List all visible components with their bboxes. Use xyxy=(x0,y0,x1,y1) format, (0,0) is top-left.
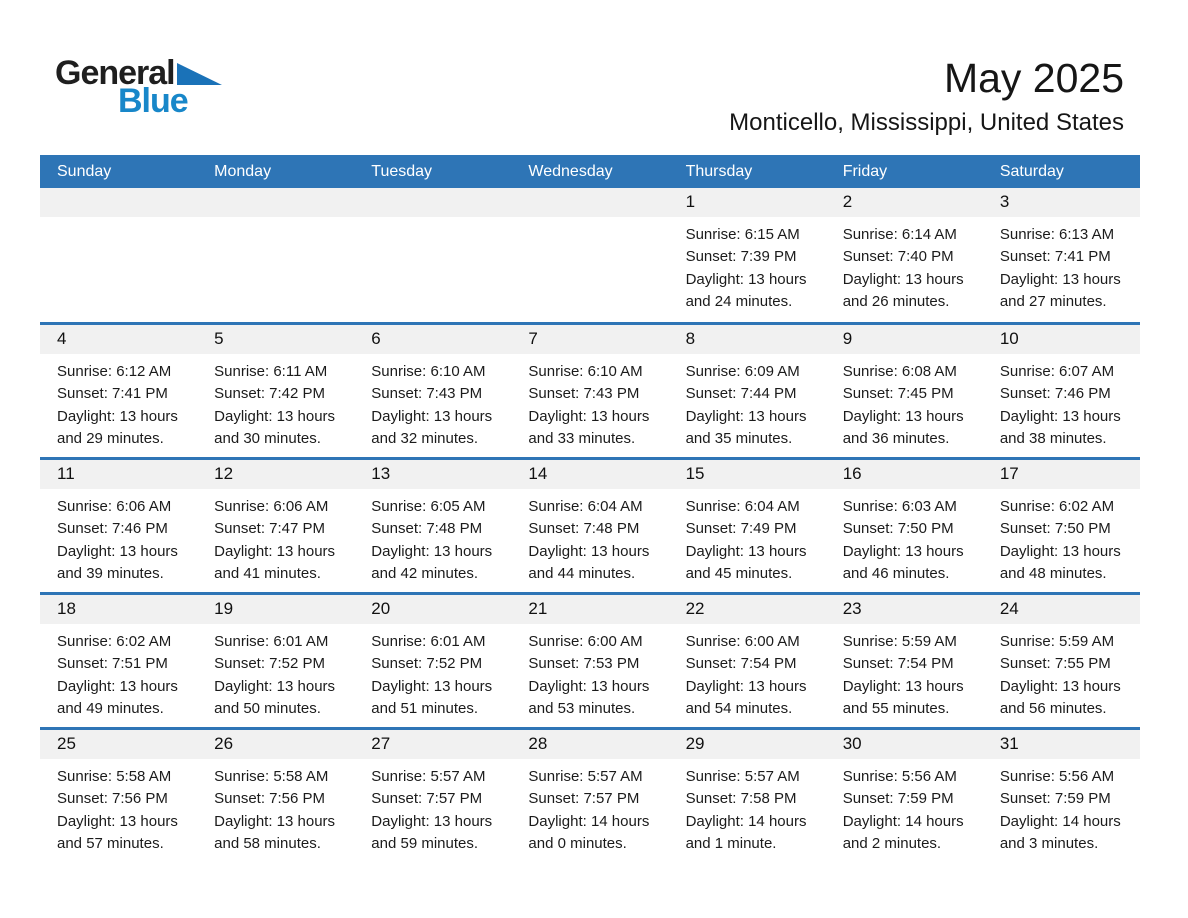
sunset-line: Sunset: 7:50 PM xyxy=(999,520,1111,538)
sunrise-line: Sunrise: 6:04 AM xyxy=(685,498,800,515)
empty-day-number xyxy=(511,188,668,217)
sunrise-line: Sunrise: 6:00 AM xyxy=(685,633,800,650)
day-number: 12 xyxy=(214,464,234,483)
day-number: 22 xyxy=(685,599,705,618)
day-number: 4 xyxy=(57,329,67,348)
weekday-header-wednesday: Wednesday xyxy=(528,162,613,180)
daylight-line-1: Daylight: 13 hours xyxy=(528,407,650,425)
sunrise-line: Sunrise: 5:58 AM xyxy=(214,768,329,785)
day-cell xyxy=(983,624,1140,721)
day-cell xyxy=(354,354,511,451)
daylight-line-2: and 51 minutes. xyxy=(371,700,479,718)
empty-day-cell xyxy=(354,217,511,314)
day-cell xyxy=(511,354,668,451)
daylight-line-2: and 33 minutes. xyxy=(528,430,636,448)
weekday-header-bar xyxy=(40,155,1140,188)
title-block xyxy=(729,57,1140,137)
daylight-line-1: Daylight: 13 hours xyxy=(214,407,336,425)
empty-day-number xyxy=(40,188,197,217)
daylight-line-2: and 50 minutes. xyxy=(214,700,321,718)
day-number: 15 xyxy=(685,464,705,483)
day-cell xyxy=(826,217,983,314)
daylight-line-2: and 45 minutes. xyxy=(685,565,793,583)
daylight-line-2: and 39 minutes. xyxy=(57,565,164,583)
daylight-line-2: and 49 minutes. xyxy=(57,700,164,718)
day-cell xyxy=(511,624,668,721)
calendar-grid xyxy=(40,188,1140,862)
day-cell xyxy=(983,354,1140,451)
sunset-line: Sunset: 7:58 PM xyxy=(685,790,797,808)
day-cell xyxy=(983,759,1140,856)
sunrise-line: Sunrise: 6:06 AM xyxy=(214,498,329,515)
daylight-line-1: Daylight: 13 hours xyxy=(842,542,964,560)
sunset-line: Sunset: 7:55 PM xyxy=(999,655,1111,673)
sunset-line: Sunset: 7:44 PM xyxy=(685,385,797,403)
sunrise-line: Sunrise: 6:09 AM xyxy=(685,363,800,380)
day-cell xyxy=(826,759,983,856)
sunrise-line: Sunrise: 5:59 AM xyxy=(999,633,1115,650)
daylight-line-2: and 42 minutes. xyxy=(371,565,479,583)
day-number: 30 xyxy=(842,734,862,753)
daylight-line-2: and 44 minutes. xyxy=(528,565,636,583)
day-number: 6 xyxy=(371,329,381,348)
daylight-line-2: and 57 minutes. xyxy=(57,835,164,853)
sunset-line: Sunset: 7:56 PM xyxy=(57,790,168,808)
day-cell xyxy=(826,489,983,586)
daylight-line-1: Daylight: 13 hours xyxy=(57,812,178,830)
sunrise-line: Sunrise: 6:01 AM xyxy=(371,633,486,650)
sunrise-line: Sunrise: 6:10 AM xyxy=(371,363,486,380)
sunset-line: Sunset: 7:56 PM xyxy=(214,790,326,808)
sunset-line: Sunset: 7:57 PM xyxy=(528,790,640,808)
daylight-line-1: Daylight: 13 hours xyxy=(371,812,493,830)
day-number: 10 xyxy=(999,329,1019,348)
daylight-line-1: Daylight: 13 hours xyxy=(999,542,1121,560)
daylight-line-1: Daylight: 13 hours xyxy=(528,677,650,695)
day-number-band xyxy=(40,595,1140,624)
week-row xyxy=(40,592,1140,727)
general-blue-logo xyxy=(55,56,222,118)
day-cell xyxy=(354,759,511,856)
weekday-header-tuesday: Tuesday xyxy=(371,162,433,180)
day-cell xyxy=(826,354,983,451)
daylight-line-2: and 2 minutes. xyxy=(842,835,942,853)
sunset-line: Sunset: 7:42 PM xyxy=(214,385,326,403)
empty-day-cell xyxy=(511,217,668,314)
daylight-line-1: Daylight: 13 hours xyxy=(685,407,807,425)
sunset-line: Sunset: 7:52 PM xyxy=(214,655,326,673)
daylight-line-1: Daylight: 13 hours xyxy=(842,270,964,288)
week-body xyxy=(40,759,1140,856)
sunset-line: Sunset: 7:45 PM xyxy=(842,385,954,403)
daylight-line-2: and 48 minutes. xyxy=(999,565,1107,583)
sunrise-line: Sunrise: 6:04 AM xyxy=(528,498,643,515)
daylight-line-2: and 59 minutes. xyxy=(371,835,479,853)
day-cell xyxy=(669,759,826,856)
daylight-line-2: and 56 minutes. xyxy=(999,700,1107,718)
daylight-line-1: Daylight: 14 hours xyxy=(528,812,650,830)
day-cell xyxy=(511,759,668,856)
day-number-band xyxy=(40,460,1140,489)
sunset-line: Sunset: 7:47 PM xyxy=(214,520,326,538)
day-cell xyxy=(40,624,197,721)
daylight-line-1: Daylight: 13 hours xyxy=(214,812,336,830)
week-row xyxy=(40,727,1140,862)
sunset-line: Sunset: 7:43 PM xyxy=(371,385,483,403)
day-cell xyxy=(197,759,354,856)
daylight-line-2: and 32 minutes. xyxy=(371,430,479,448)
day-number: 24 xyxy=(999,599,1019,618)
daylight-line-1: Daylight: 13 hours xyxy=(842,677,964,695)
sunrise-line: Sunrise: 6:14 AM xyxy=(842,226,957,243)
daylight-line-1: Daylight: 13 hours xyxy=(214,542,336,560)
daylight-line-1: Daylight: 13 hours xyxy=(371,677,493,695)
daylight-line-1: Daylight: 14 hours xyxy=(685,812,807,830)
weekday-header-sunday: Sunday xyxy=(57,162,112,180)
day-number: 31 xyxy=(999,734,1019,753)
day-number: 14 xyxy=(528,464,548,483)
day-cell xyxy=(669,217,826,314)
day-number: 9 xyxy=(842,329,853,348)
day-cell xyxy=(197,354,354,451)
sunrise-line: Sunrise: 6:01 AM xyxy=(214,633,329,650)
daylight-line-1: Daylight: 13 hours xyxy=(842,407,964,425)
daylight-line-2: and 29 minutes. xyxy=(57,430,164,448)
sunset-line: Sunset: 7:49 PM xyxy=(685,520,797,538)
sunset-line: Sunset: 7:40 PM xyxy=(842,248,954,266)
sunrise-line: Sunrise: 5:57 AM xyxy=(685,768,800,785)
day-number: 28 xyxy=(528,734,548,753)
daylight-line-2: and 58 minutes. xyxy=(214,835,321,853)
day-number: 1 xyxy=(685,192,696,211)
day-cell xyxy=(983,217,1140,314)
daylight-line-2: and 41 minutes. xyxy=(214,565,321,583)
sunset-line: Sunset: 7:46 PM xyxy=(57,520,168,538)
day-number: 21 xyxy=(528,599,548,618)
sunset-line: Sunset: 7:53 PM xyxy=(528,655,640,673)
day-number: 16 xyxy=(842,464,862,483)
day-cell xyxy=(354,489,511,586)
day-cell xyxy=(669,624,826,721)
weekday-header-thursday: Thursday xyxy=(685,162,753,180)
day-cell xyxy=(354,624,511,721)
daylight-line-2: and 27 minutes. xyxy=(999,293,1107,311)
sunset-line: Sunset: 7:51 PM xyxy=(57,655,168,673)
daylight-line-1: Daylight: 13 hours xyxy=(685,270,807,288)
daylight-line-1: Daylight: 13 hours xyxy=(214,677,336,695)
day-number: 3 xyxy=(999,192,1010,211)
day-cell xyxy=(197,489,354,586)
daylight-line-2: and 24 minutes. xyxy=(685,293,793,311)
daylight-line-2: and 0 minutes. xyxy=(528,835,627,853)
sunset-line: Sunset: 7:39 PM xyxy=(685,248,797,266)
daylight-line-1: Daylight: 13 hours xyxy=(57,542,178,560)
day-number-band xyxy=(40,188,1140,217)
sunset-line: Sunset: 7:41 PM xyxy=(999,248,1111,266)
day-number-band xyxy=(40,325,1140,354)
weekday-header-friday: Friday xyxy=(842,162,888,180)
day-number: 2 xyxy=(842,192,853,211)
sunrise-line: Sunrise: 6:02 AM xyxy=(999,498,1115,515)
week-row xyxy=(40,188,1140,322)
day-number: 27 xyxy=(371,734,391,753)
sunrise-line: Sunrise: 6:07 AM xyxy=(999,363,1115,380)
day-number: 17 xyxy=(999,464,1019,483)
daylight-line-1: Daylight: 13 hours xyxy=(57,677,178,695)
sunrise-line: Sunrise: 6:00 AM xyxy=(528,633,643,650)
sunrise-line: Sunrise: 5:59 AM xyxy=(842,633,957,650)
sunrise-line: Sunrise: 6:15 AM xyxy=(685,226,800,243)
day-number-band xyxy=(40,730,1140,759)
day-number: 18 xyxy=(57,599,76,618)
logo-text-blue: Blue xyxy=(118,82,188,120)
sunset-line: Sunset: 7:59 PM xyxy=(999,790,1111,808)
sunrise-line: Sunrise: 6:02 AM xyxy=(57,633,172,650)
day-number: 19 xyxy=(214,599,234,618)
day-number: 5 xyxy=(214,329,224,348)
location-subtitle: Monticello, Mississippi, United States xyxy=(729,109,1124,137)
day-number: 23 xyxy=(842,599,862,618)
week-body xyxy=(40,354,1140,451)
sunrise-line: Sunrise: 6:11 AM xyxy=(214,363,328,380)
sunrise-line: Sunrise: 6:13 AM xyxy=(999,226,1115,243)
sunset-line: Sunset: 7:48 PM xyxy=(528,520,640,538)
sunrise-line: Sunrise: 5:57 AM xyxy=(371,768,486,785)
day-cell xyxy=(983,489,1140,586)
weekday-header-monday: Monday xyxy=(214,162,272,180)
month-title: May 2025 xyxy=(943,55,1124,101)
sunrise-line: Sunrise: 6:10 AM xyxy=(528,363,643,380)
weekday-header-saturday: Saturday xyxy=(999,162,1064,180)
day-number: 11 xyxy=(57,464,75,483)
day-number: 26 xyxy=(214,734,234,753)
daylight-line-1: Daylight: 14 hours xyxy=(842,812,964,830)
empty-day-number xyxy=(197,188,354,217)
sunset-line: Sunset: 7:50 PM xyxy=(842,520,954,538)
week-row xyxy=(40,457,1140,592)
sunrise-line: Sunrise: 6:03 AM xyxy=(842,498,957,515)
daylight-line-1: Daylight: 13 hours xyxy=(528,542,650,560)
sunset-line: Sunset: 7:48 PM xyxy=(371,520,483,538)
day-cell xyxy=(40,489,197,586)
sunrise-line: Sunrise: 5:58 AM xyxy=(57,768,172,785)
sunrise-line: Sunrise: 5:57 AM xyxy=(528,768,643,785)
calendar-table xyxy=(40,155,1140,862)
sunset-line: Sunset: 7:41 PM xyxy=(57,385,168,403)
daylight-line-2: and 54 minutes. xyxy=(685,700,793,718)
daylight-line-2: and 36 minutes. xyxy=(842,430,950,448)
day-number: 13 xyxy=(371,464,391,483)
sunrise-line: Sunrise: 5:56 AM xyxy=(842,768,957,785)
day-number: 8 xyxy=(685,329,696,348)
daylight-line-2: and 3 minutes. xyxy=(999,835,1099,853)
daylight-line-1: Daylight: 13 hours xyxy=(57,407,178,425)
daylight-line-1: Daylight: 14 hours xyxy=(999,812,1121,830)
sunrise-line: Sunrise: 6:12 AM xyxy=(57,363,172,380)
sunrise-line: Sunrise: 6:06 AM xyxy=(57,498,172,515)
day-cell xyxy=(40,354,197,451)
empty-day-cell xyxy=(197,217,354,314)
daylight-line-2: and 30 minutes. xyxy=(214,430,321,448)
day-cell xyxy=(826,624,983,721)
week-body xyxy=(40,217,1140,314)
sunset-line: Sunset: 7:57 PM xyxy=(371,790,483,808)
day-number: 25 xyxy=(57,734,76,753)
day-cell xyxy=(40,759,197,856)
sunset-line: Sunset: 7:46 PM xyxy=(999,385,1111,403)
day-cell xyxy=(669,489,826,586)
daylight-line-2: and 46 minutes. xyxy=(842,565,950,583)
day-number: 20 xyxy=(371,599,391,618)
daylight-line-1: Daylight: 13 hours xyxy=(371,407,493,425)
logo-text-general: General xyxy=(55,54,175,92)
empty-day-cell xyxy=(40,217,197,314)
day-cell xyxy=(669,354,826,451)
daylight-line-1: Daylight: 13 hours xyxy=(371,542,493,560)
sunset-line: Sunset: 7:54 PM xyxy=(685,655,797,673)
daylight-line-1: Daylight: 13 hours xyxy=(685,542,807,560)
week-body xyxy=(40,489,1140,586)
sunset-line: Sunset: 7:59 PM xyxy=(842,790,954,808)
sunset-line: Sunset: 7:52 PM xyxy=(371,655,483,673)
sunrise-line: Sunrise: 5:56 AM xyxy=(999,768,1115,785)
week-body xyxy=(40,624,1140,721)
daylight-line-2: and 1 minute. xyxy=(685,835,777,853)
day-number: 29 xyxy=(685,734,705,753)
sunset-line: Sunset: 7:43 PM xyxy=(528,385,640,403)
daylight-line-2: and 26 minutes. xyxy=(842,293,950,311)
day-number: 7 xyxy=(528,329,538,348)
empty-day-number xyxy=(354,188,511,217)
sunset-line: Sunset: 7:54 PM xyxy=(842,655,954,673)
day-cell xyxy=(197,624,354,721)
daylight-line-2: and 38 minutes. xyxy=(999,430,1107,448)
daylight-line-1: Daylight: 13 hours xyxy=(999,677,1121,695)
daylight-line-2: and 35 minutes. xyxy=(685,430,793,448)
daylight-line-1: Daylight: 13 hours xyxy=(999,407,1121,425)
daylight-line-2: and 53 minutes. xyxy=(528,700,636,718)
sunrise-line: Sunrise: 6:05 AM xyxy=(371,498,486,515)
week-row xyxy=(40,322,1140,457)
daylight-line-1: Daylight: 13 hours xyxy=(685,677,807,695)
daylight-line-1: Daylight: 13 hours xyxy=(999,270,1121,288)
sunrise-line: Sunrise: 6:08 AM xyxy=(842,363,957,380)
day-cell xyxy=(511,489,668,586)
daylight-line-2: and 55 minutes. xyxy=(842,700,950,718)
